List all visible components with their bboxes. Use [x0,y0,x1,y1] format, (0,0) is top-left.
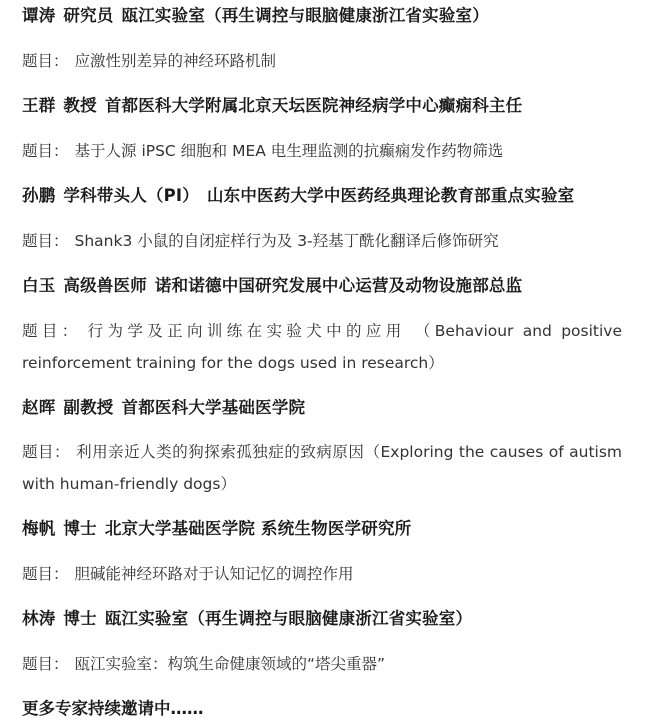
talk-topic [22,230,622,252]
speaker-title: 研究员 [63,6,114,25]
closing-note: 更多专家持续邀请中…… [22,699,204,718]
talk-topic [22,50,622,72]
talk-topic [22,563,622,585]
topic-label: 题目： [22,443,71,461]
topic-label: 题目： [22,565,69,583]
speaker-title: 博士 [63,519,97,538]
speaker-title: 学科带头人（PI） [63,186,199,205]
speaker-title: 副教授 [63,398,114,417]
speaker-heading [22,275,622,297]
speaker-name: 谭涛 [22,6,56,25]
speaker-affiliation: 首都医科大学附属北京天坛医院神经病学中心癫痫科主任 [104,96,523,115]
topic-text: 利用亲近人类的狗探索孤独症的致病原因（Exploring the causes of autism with human-friendly dogs） [22,443,622,493]
topic-label: 题目： [22,142,69,160]
speaker-heading [22,5,622,27]
topic-text: 行为学及正向训练在实验犬中的应用 （Behaviour and positive reinforcement training for the dogs used in research） [22,322,622,372]
speaker-heading [22,518,622,540]
speaker-title: 高级兽医师 [63,276,147,295]
speaker-affiliation: 瓯江实验室（再生调控与眼脑健康浙江省实验室） [104,609,473,628]
speaker-affiliation: 山东中医药大学中医药经典理论教育部重点实验室 [206,186,575,205]
speaker-name: 赵晖 [22,398,56,417]
speaker-affiliation: 诺和诺德中国研究发展中心运营及动物设施部总监 [154,276,523,295]
topic-text: Shank3 小鼠的自闭症样行为及 3-羟基丁酰化翻译后修饰研究 [74,232,499,250]
speaker-name: 孙鹏 [22,186,56,205]
speaker-name: 王群 [22,96,56,115]
speaker-heading [22,608,622,630]
speaker-heading [22,185,622,207]
topic-label: 题目： [22,655,69,673]
talk-topic [22,436,622,500]
topic-text: 基于人源 iPSC 细胞和 MEA 电生理监测的抗癫痫发作药物筛选 [74,142,504,160]
speaker-name: 梅帆 [22,519,56,538]
speaker-name: 白玉 [22,276,56,295]
talk-topic [22,315,622,379]
topic-text: 应激性别差异的神经环路机制 [74,52,277,70]
talk-topic [22,653,622,675]
speaker-heading [22,95,622,117]
speaker-name: 林涛 [22,609,56,628]
topic-label: 题目： [22,232,69,250]
speaker-title: 教授 [63,96,97,115]
topic-text: 胆碱能神经环路对于认知记忆的调控作用 [74,565,354,583]
speaker-affiliation: 首都医科大学基础医学院 [121,398,306,417]
topic-label: 题目： [22,322,82,340]
speaker-affiliation: 瓯江实验室（再生调控与眼脑健康浙江省实验室） [121,6,489,25]
speaker-heading [22,397,622,419]
talk-topic [22,140,622,162]
speaker-title: 博士 [63,609,97,628]
topic-text: 瓯江实验室：构筑生命健康领域的“塔尖重器” [74,655,386,673]
speaker-affiliation: 北京大学基础医学院 系统生物医学研究所 [104,519,412,538]
topic-label: 题目： [22,52,69,70]
